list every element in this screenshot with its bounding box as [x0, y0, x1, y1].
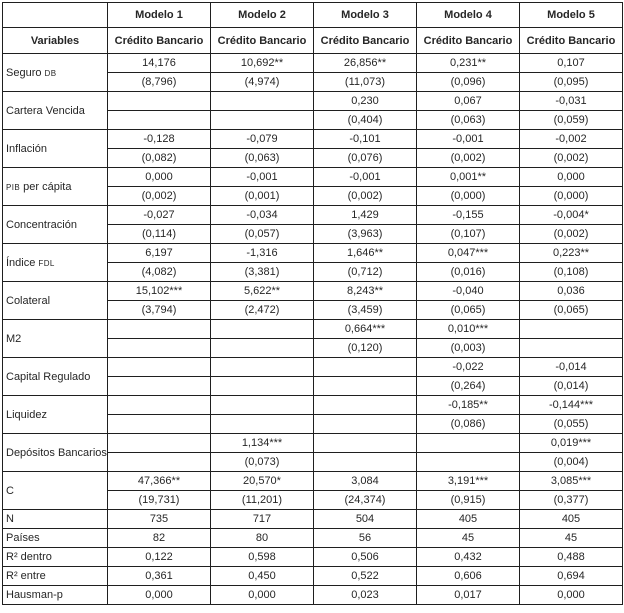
- std-error-cell: (0,065): [520, 301, 623, 320]
- coefficient-cell: 0,010***: [417, 320, 520, 339]
- std-error-cell: (0,000): [417, 187, 520, 206]
- coefficient-cell: -0,101: [314, 130, 417, 149]
- coefficient-cell: 6,197: [108, 244, 211, 263]
- std-error-cell: (0,055): [520, 415, 623, 434]
- dependent-variable-cell: Crédito Bancario: [211, 28, 314, 54]
- coefficient-cell: 3,191***: [417, 472, 520, 491]
- variable-label-text: Inflación: [6, 142, 47, 155]
- variable-label: [3, 396, 108, 434]
- coefficient-cell: 3,085***: [520, 472, 623, 491]
- std-error-cell: (0,712): [314, 263, 417, 282]
- coefficient-row: [3, 206, 623, 225]
- std-error-cell: (0,014): [520, 377, 623, 396]
- summary-value: 405: [520, 510, 623, 529]
- std-error-cell: [108, 453, 211, 472]
- coefficient-row: [3, 168, 623, 187]
- coefficient-cell: -0,155: [417, 206, 520, 225]
- coefficient-cell: -0,014: [520, 358, 623, 377]
- variable-label: [3, 54, 108, 92]
- coefficient-cell: 15,102***: [108, 282, 211, 301]
- summary-value: 80: [211, 529, 314, 548]
- variable-label-text: Colateral: [6, 294, 51, 307]
- variable-label: [3, 358, 108, 396]
- variable-label: [3, 92, 108, 130]
- coefficient-cell: 1,646**: [314, 244, 417, 263]
- std-error-cell: [520, 339, 623, 358]
- coefficient-cell: [211, 92, 314, 111]
- coefficient-cell: -0,022: [417, 358, 520, 377]
- coefficient-row: [3, 130, 623, 149]
- std-error-cell: (4,974): [211, 73, 314, 92]
- variable-label-text: Concentración: [6, 218, 77, 231]
- std-error-cell: (0,002): [417, 149, 520, 168]
- summary-value: 0,606: [417, 567, 520, 586]
- std-error-cell: (0,065): [417, 301, 520, 320]
- summary-label: R² dentro: [3, 548, 108, 567]
- std-error-cell: (0,059): [520, 111, 623, 130]
- summary-value: 0,023: [314, 586, 417, 605]
- model-header-cell: Modelo 2: [211, 3, 314, 28]
- std-error-cell: [211, 377, 314, 396]
- std-error-cell: (0,108): [520, 263, 623, 282]
- summary-value: 0,522: [314, 567, 417, 586]
- coefficient-row: [3, 320, 623, 339]
- coefficient-cell: [520, 320, 623, 339]
- std-error-cell: (19,731): [108, 491, 211, 510]
- coefficient-cell: [108, 320, 211, 339]
- model-header-cell: Modelo 3: [314, 3, 417, 28]
- std-error-cell: (3,963): [314, 225, 417, 244]
- coefficient-cell: -0,079: [211, 130, 314, 149]
- coefficient-cell: [417, 434, 520, 453]
- std-error-cell: (3,381): [211, 263, 314, 282]
- summary-value: 82: [108, 529, 211, 548]
- variable-label-text: Índice: [6, 256, 39, 269]
- coefficient-cell: 0,001**: [417, 168, 520, 187]
- std-error-cell: (0,016): [417, 263, 520, 282]
- std-error-cell: (0,120): [314, 339, 417, 358]
- summary-label: Países: [3, 529, 108, 548]
- std-error-cell: [314, 377, 417, 396]
- summary-value: 45: [417, 529, 520, 548]
- std-error-cell: (0,096): [417, 73, 520, 92]
- std-error-cell: (0,107): [417, 225, 520, 244]
- std-error-cell: (3,794): [108, 301, 211, 320]
- std-error-cell: [314, 453, 417, 472]
- std-error-cell: [108, 111, 211, 130]
- coefficient-cell: 0,223**: [520, 244, 623, 263]
- std-error-cell: (0,057): [211, 225, 314, 244]
- summary-value: 0,694: [520, 567, 623, 586]
- summary-label: Hausman-p: [3, 586, 108, 605]
- coefficient-cell: 0,047***: [417, 244, 520, 263]
- std-error-cell: (0,086): [417, 415, 520, 434]
- summary-label: N: [3, 510, 108, 529]
- summary-value: 504: [314, 510, 417, 529]
- summary-value: 0,506: [314, 548, 417, 567]
- coefficient-cell: -1,316: [211, 244, 314, 263]
- summary-value: 0,488: [520, 548, 623, 567]
- dependent-variable-cell: Crédito Bancario: [417, 28, 520, 54]
- std-error-cell: (0,002): [520, 149, 623, 168]
- std-error-cell: (2,472): [211, 301, 314, 320]
- coefficient-cell: -0,185**: [417, 396, 520, 415]
- variable-label-smallcaps: PIB: [6, 182, 21, 192]
- summary-value: 0,361: [108, 567, 211, 586]
- coefficient-row: [3, 472, 623, 491]
- coefficient-cell: 1,429: [314, 206, 417, 225]
- variable-label-smallcaps: DB: [44, 68, 57, 78]
- variable-label-text: Seguro: [6, 66, 45, 79]
- summary-value: 405: [417, 510, 520, 529]
- coefficient-cell: 8,243**: [314, 282, 417, 301]
- std-error-cell: [108, 415, 211, 434]
- table-body: [3, 54, 623, 605]
- variable-label-smallcaps: FDL: [38, 258, 55, 268]
- coefficient-cell: [314, 358, 417, 377]
- summary-value: 717: [211, 510, 314, 529]
- std-error-cell: (0,264): [417, 377, 520, 396]
- variable-label-text: per cápita: [20, 180, 72, 193]
- std-error-cell: (0,063): [211, 149, 314, 168]
- summary-value: 735: [108, 510, 211, 529]
- coefficient-cell: [211, 396, 314, 415]
- variable-label-text: Cartera Vencida: [6, 104, 85, 117]
- dependent-variable-row: [3, 28, 623, 54]
- coefficient-cell: 1,134***: [211, 434, 314, 453]
- variable-label-text: Depósitos Bancarios: [6, 446, 107, 459]
- coefficient-cell: 0,019***: [520, 434, 623, 453]
- coefficient-cell: 0,000: [520, 168, 623, 187]
- coefficient-cell: 3,084: [314, 472, 417, 491]
- std-error-cell: (0,004): [520, 453, 623, 472]
- coefficient-cell: -0,034: [211, 206, 314, 225]
- summary-value: 56: [314, 529, 417, 548]
- coefficient-cell: -0,001: [417, 130, 520, 149]
- std-error-cell: (11,073): [314, 73, 417, 92]
- variable-label: [3, 206, 108, 244]
- summary-value: 45: [520, 529, 623, 548]
- coefficient-row: [3, 244, 623, 263]
- coefficient-cell: 0,231**: [417, 54, 520, 73]
- variable-label-text: Capital Regulado: [6, 370, 91, 383]
- std-error-cell: (0,002): [520, 225, 623, 244]
- std-error-cell: [211, 339, 314, 358]
- coefficient-cell: 0,000: [108, 168, 211, 187]
- summary-value: 0,122: [108, 548, 211, 567]
- summary-value: 0,000: [211, 586, 314, 605]
- variable-label-text: Liquidez: [6, 408, 47, 421]
- coefficient-cell: 5,622**: [211, 282, 314, 301]
- variable-label: [3, 434, 108, 472]
- coefficient-cell: 0,067: [417, 92, 520, 111]
- variable-label: [3, 472, 108, 510]
- std-error-cell: (4,082): [108, 263, 211, 282]
- summary-row: [3, 548, 623, 567]
- coefficient-row: [3, 282, 623, 301]
- coefficient-cell: [108, 358, 211, 377]
- variable-label: [3, 130, 108, 168]
- coefficient-cell: 0,107: [520, 54, 623, 73]
- coefficient-cell: -0,027: [108, 206, 211, 225]
- std-error-cell: (0,063): [417, 111, 520, 130]
- model-header-cell: Modelo 4: [417, 3, 520, 28]
- coefficient-cell: [314, 396, 417, 415]
- coefficient-cell: -0,031: [520, 92, 623, 111]
- coefficient-cell: -0,001: [211, 168, 314, 187]
- variable-label-text: M2: [6, 332, 22, 345]
- dependent-variable-cell: Crédito Bancario: [108, 28, 211, 54]
- coefficient-cell: 0,664***: [314, 320, 417, 339]
- coefficient-cell: [108, 92, 211, 111]
- summary-value: 0,598: [211, 548, 314, 567]
- std-error-cell: (0,002): [108, 187, 211, 206]
- std-error-cell: (0,002): [314, 187, 417, 206]
- coefficient-cell: 47,366**: [108, 472, 211, 491]
- std-error-cell: (0,073): [211, 453, 314, 472]
- coefficient-cell: -0,040: [417, 282, 520, 301]
- std-error-cell: (24,374): [314, 491, 417, 510]
- std-error-cell: (0,082): [108, 149, 211, 168]
- coefficient-row: [3, 396, 623, 415]
- coefficient-cell: 26,856**: [314, 54, 417, 73]
- std-error-cell: (11,201): [211, 491, 314, 510]
- summary-row: [3, 567, 623, 586]
- std-error-cell: [108, 377, 211, 396]
- variable-label: [3, 320, 108, 358]
- coefficient-cell: [108, 434, 211, 453]
- regression-table: [2, 2, 623, 605]
- variable-label: [3, 282, 108, 320]
- dependent-variable-cell: Crédito Bancario: [520, 28, 623, 54]
- summary-value: 0,450: [211, 567, 314, 586]
- std-error-cell: (0,001): [211, 187, 314, 206]
- std-error-cell: (0,003): [417, 339, 520, 358]
- corner-cell: [3, 3, 108, 28]
- coefficient-cell: 10,692**: [211, 54, 314, 73]
- summary-value: 0,017: [417, 586, 520, 605]
- variable-label: [3, 168, 108, 206]
- coefficient-row: [3, 434, 623, 453]
- std-error-cell: (0,000): [520, 187, 623, 206]
- coefficient-row: [3, 54, 623, 73]
- coefficient-cell: 20,570*: [211, 472, 314, 491]
- coefficient-cell: -0,004*: [520, 206, 623, 225]
- model-header-row: [3, 3, 623, 28]
- coefficient-cell: -0,001: [314, 168, 417, 187]
- summary-row: [3, 529, 623, 548]
- summary-row: [3, 586, 623, 605]
- summary-row: [3, 510, 623, 529]
- coefficient-cell: [314, 434, 417, 453]
- coefficient-cell: 0,230: [314, 92, 417, 111]
- coefficient-cell: 0,036: [520, 282, 623, 301]
- std-error-cell: (8,796): [108, 73, 211, 92]
- std-error-cell: (0,404): [314, 111, 417, 130]
- summary-value: 0,000: [108, 586, 211, 605]
- variable-label-text: C: [6, 484, 14, 497]
- summary-label: R² entre: [3, 567, 108, 586]
- std-error-cell: (3,459): [314, 301, 417, 320]
- coefficient-cell: -0,128: [108, 130, 211, 149]
- coefficient-cell: -0,002: [520, 130, 623, 149]
- model-header-cell: Modelo 5: [520, 3, 623, 28]
- model-header-cell: Modelo 1: [108, 3, 211, 28]
- summary-value: 0,432: [417, 548, 520, 567]
- coefficient-cell: [108, 396, 211, 415]
- std-error-cell: [314, 415, 417, 434]
- coefficient-row: [3, 358, 623, 377]
- std-error-cell: (0,377): [520, 491, 623, 510]
- variable-label: [3, 244, 108, 282]
- std-error-cell: (0,076): [314, 149, 417, 168]
- std-error-cell: [417, 453, 520, 472]
- coefficient-row: [3, 92, 623, 111]
- coefficient-cell: 14,176: [108, 54, 211, 73]
- std-error-cell: [211, 415, 314, 434]
- variables-header-cell: Variables: [3, 28, 108, 54]
- coefficient-cell: [211, 358, 314, 377]
- dependent-variable-cell: Crédito Bancario: [314, 28, 417, 54]
- std-error-cell: (0,915): [417, 491, 520, 510]
- std-error-cell: (0,114): [108, 225, 211, 244]
- summary-value: 0,000: [520, 586, 623, 605]
- coefficient-cell: -0,144***: [520, 396, 623, 415]
- std-error-cell: [211, 111, 314, 130]
- coefficient-cell: [211, 320, 314, 339]
- std-error-cell: [108, 339, 211, 358]
- std-error-cell: (0,095): [520, 73, 623, 92]
